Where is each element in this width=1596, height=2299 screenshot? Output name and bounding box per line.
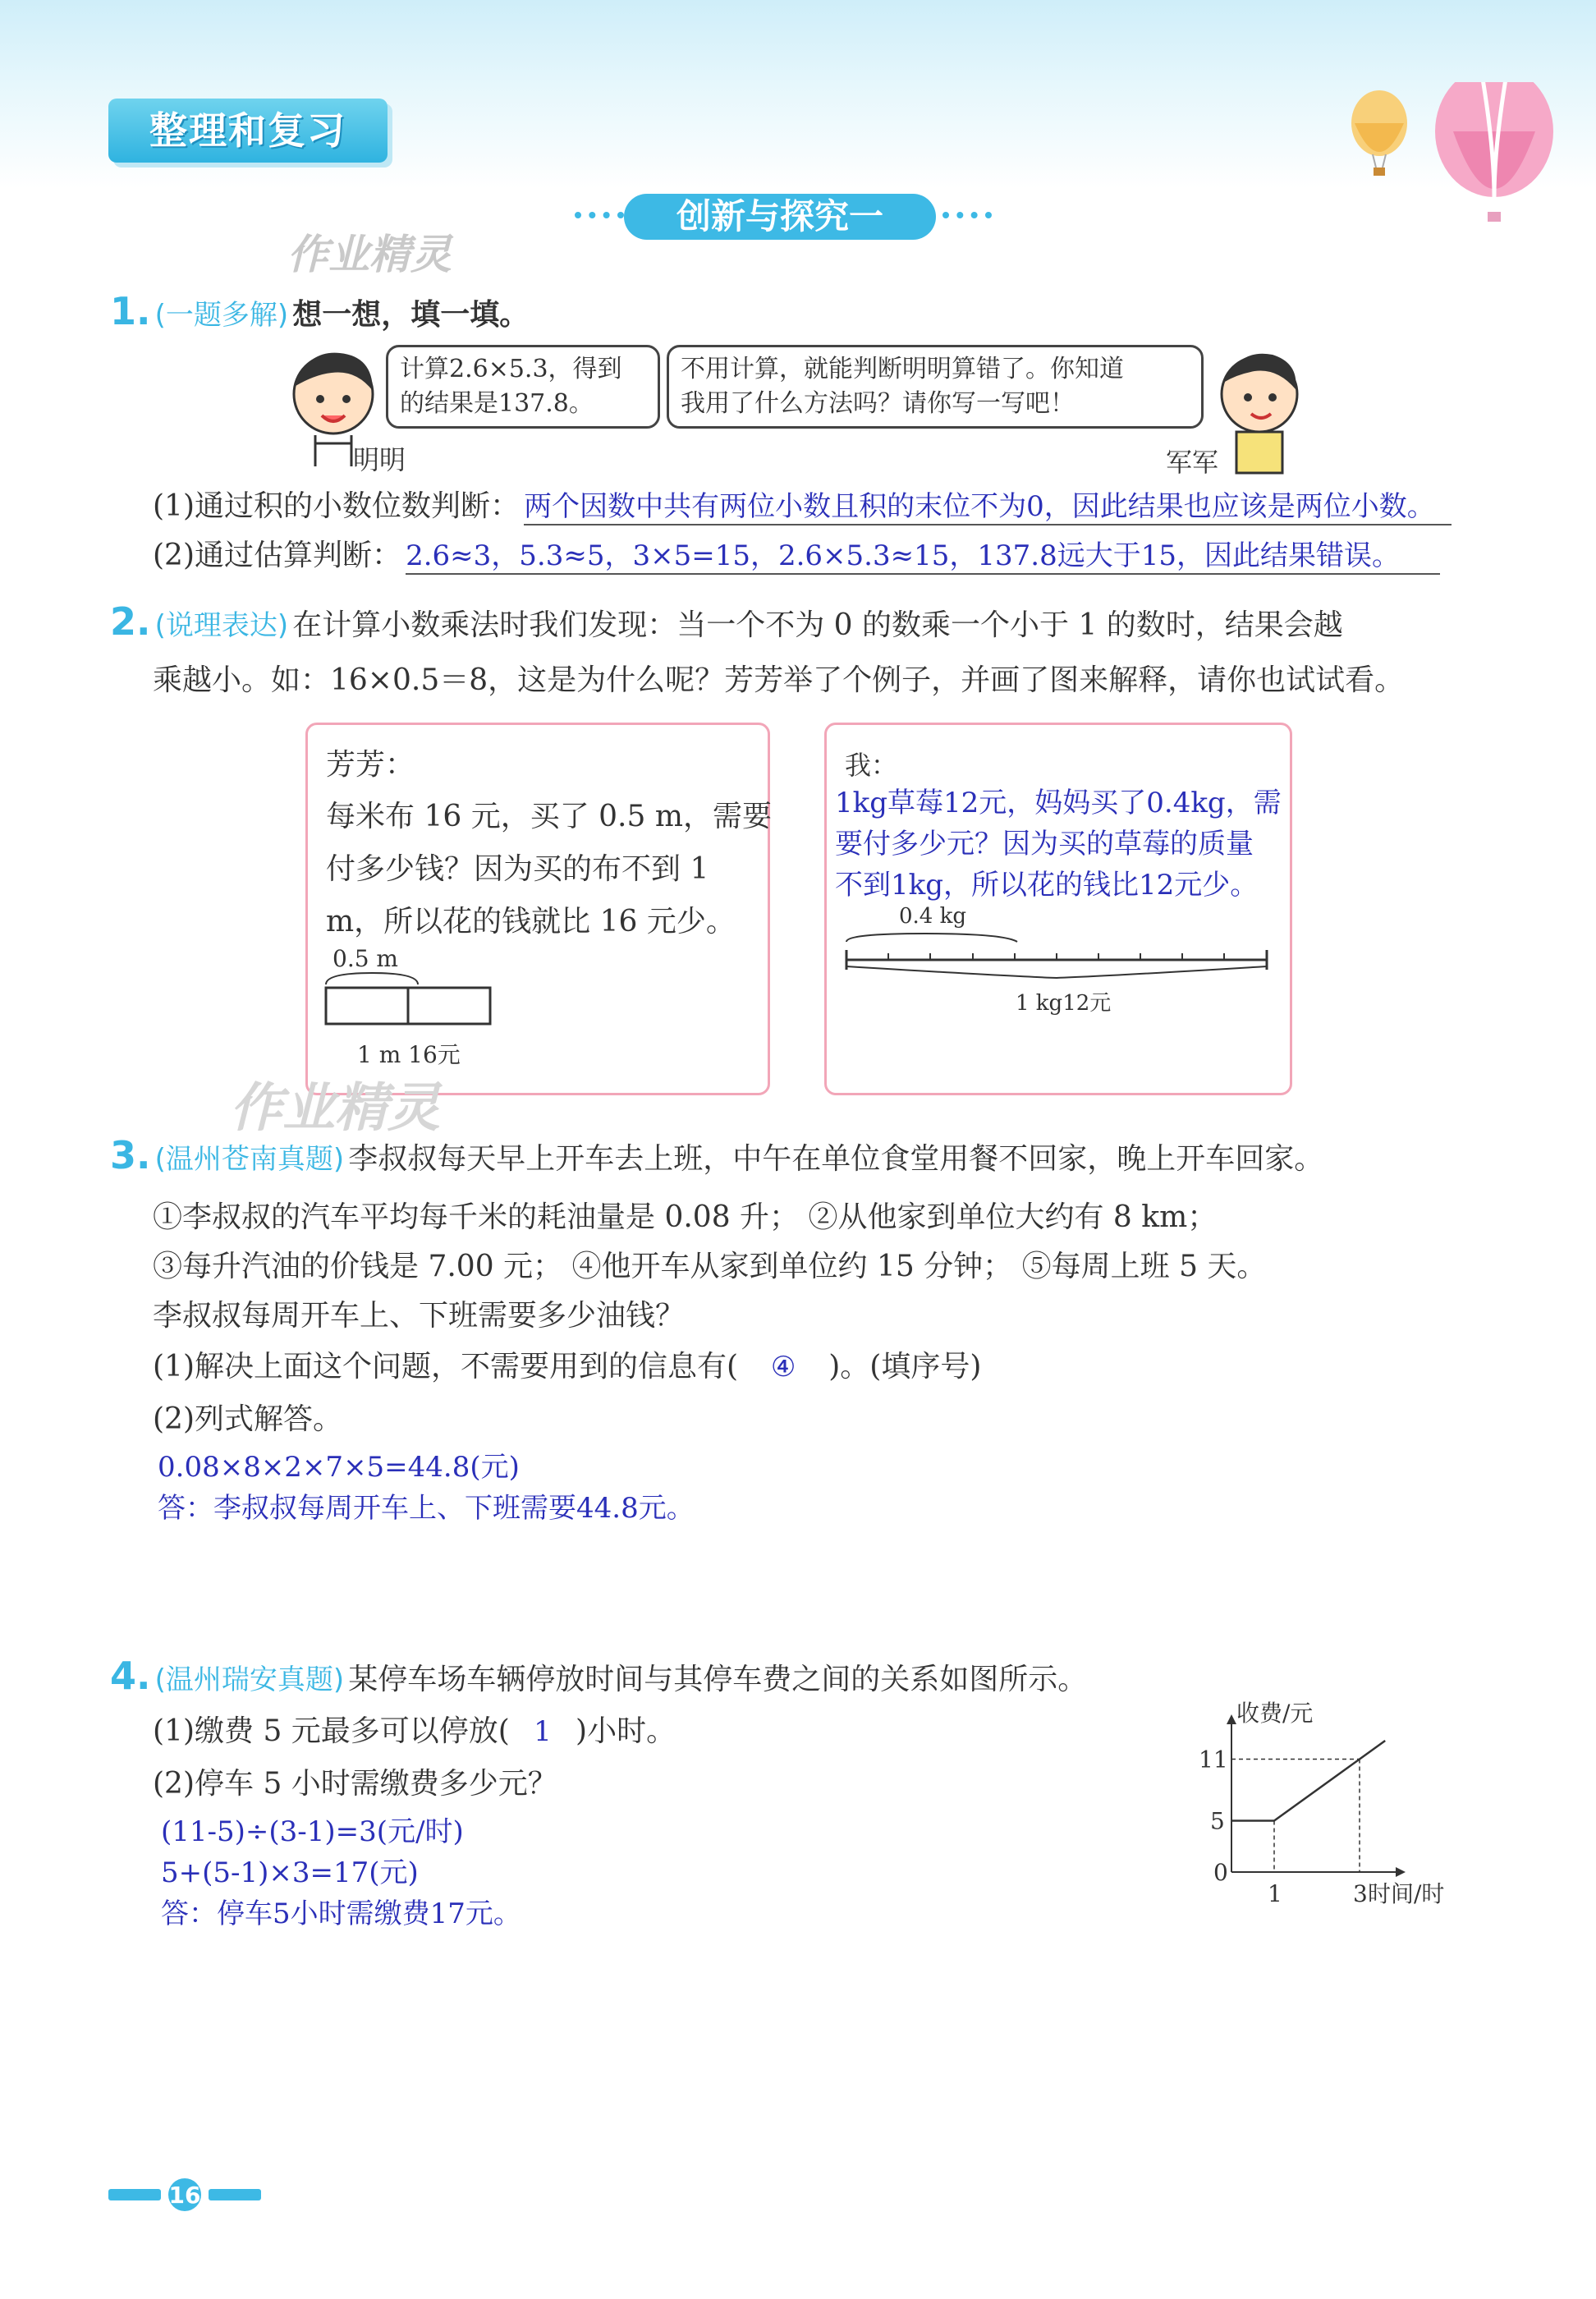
- q3-part1: [153, 1343, 981, 1385]
- q3-part1-before: (1)解决上面这个问题，不需要用到的信息有(: [153, 1350, 739, 1384]
- banner-dots-left: [575, 212, 624, 228]
- my-bottom-label: 1 kg12元: [1016, 991, 1112, 1016]
- y-tick-label: 11: [1199, 1746, 1228, 1774]
- q4-part1: [153, 1708, 676, 1750]
- fangfang-line: m，所以花的钱就比 16 元少。: [326, 905, 736, 938]
- parking-fee-chart: [1182, 1700, 1461, 1905]
- fangfang-title: 芳芳：: [326, 748, 415, 782]
- bubble-mingming: [386, 345, 660, 429]
- my-title: 我：: [845, 750, 898, 781]
- my-line: 1kg草莓12元，妈妈买了0.4kg，需: [835, 787, 1282, 819]
- bubble-line: 我用了什么方法吗？请你写一写吧！: [681, 389, 1075, 418]
- q3-question: 李叔叔每周开车上、下班需要多少油钱？: [153, 1299, 686, 1333]
- x-tick-label: 0: [1213, 1859, 1228, 1886]
- q4-text-line1: 某停车场车辆停放时间与其停车费之间的关系如图所示。: [348, 1663, 1088, 1696]
- chapter-banner: [575, 194, 985, 243]
- bubble-line: 不用计算，就能判断明明算错了。你知道: [681, 355, 1124, 383]
- q4-part1-before: (1)缴费 5 元最多可以停放(: [153, 1714, 510, 1748]
- q3-answer-line: 0.08×8×2×7×5=44.8(元): [158, 1451, 520, 1484]
- q1-part1: [153, 483, 1471, 525]
- q4-tag: (温州瑞安真题): [154, 1663, 345, 1696]
- my-line: 不到1kg，所以花的钱比12元少。: [835, 869, 1259, 902]
- q4-answer-line: 5+(5-1)×3=17(元): [161, 1856, 419, 1889]
- chapter-title: 创新与探究一: [624, 194, 936, 240]
- q1-prompt: 想一想，填一填。: [292, 298, 530, 332]
- q3-line1: [110, 1133, 1323, 1177]
- q4-answer-line: 答：停车5小时需缴费17元。: [161, 1897, 521, 1930]
- q4-number: 4.: [110, 1654, 151, 1698]
- q1-header: [110, 289, 529, 333]
- my-line-diagram: [843, 930, 1270, 980]
- q1-number: 1.: [110, 289, 151, 333]
- q1-part2: [153, 532, 1471, 575]
- q1-part1-answer: 两个因数中共有两位小数且积的末位不为0，因此结果也应该是两位小数。: [524, 484, 1452, 525]
- q3-tag: (温州苍南真题): [154, 1143, 345, 1176]
- section-title: 整理和复习: [149, 108, 346, 153]
- fangfang-line: 付多少钱？因为买的布不到 1: [326, 852, 709, 886]
- my-text: [835, 782, 1282, 906]
- y-axis-label: 收费/元: [1236, 1700, 1314, 1727]
- name-junjun: 军军: [1166, 447, 1219, 478]
- y-tick-label: 5: [1210, 1807, 1225, 1835]
- bubble-line: 计算2.6×5.3，得到: [400, 355, 622, 383]
- q1-part1-label: (1)通过积的小数位数判断：: [153, 489, 520, 523]
- q4-part1-after: )小时。: [576, 1714, 676, 1748]
- q3-info1: ①李叔叔的汽车平均每千米的耗油量是 0.08 升； ②从他家到单位大约有 8 km；: [153, 1200, 1218, 1234]
- q2-line1: [110, 599, 1343, 644]
- y-axis-arrow: [1227, 1714, 1236, 1724]
- page-number: 16: [168, 2182, 201, 2209]
- fangfang-top-label: 0.5 m: [332, 945, 398, 972]
- q1-tag: (一题多解): [154, 299, 289, 332]
- q4-answer: [161, 1811, 521, 1934]
- my-answer-box: [824, 723, 1292, 1095]
- x-tick-label: 1: [1268, 1880, 1282, 1905]
- q3-part1-answer: ④: [770, 1351, 796, 1384]
- q3-part2-label: (2)列式解答。: [153, 1402, 342, 1436]
- fangfang-text: [326, 791, 772, 948]
- watermark: 作业精灵: [287, 231, 452, 278]
- hot-air-balloon-icon: [1330, 82, 1576, 230]
- q3-part1-after: )。(填序号): [828, 1350, 982, 1384]
- q2-text-line2: 乘越小。如：16×0.5＝8，这是为什么呢？芳芳举了个例子，并画了图来解释，请你也试试看。: [153, 663, 1405, 697]
- fangfang-line: 每米布 16 元，买了 0.5 m，需要: [326, 800, 772, 833]
- q1-part2-label: (2)通过估算判断：: [153, 539, 401, 572]
- page-number-bar: [108, 2177, 261, 2212]
- name-mingming: 明明: [353, 444, 406, 475]
- fangfang-bar-diagram: [323, 968, 511, 1035]
- fangfang-box: [305, 723, 770, 1095]
- q3-info2: ③每升汽油的价钱是 7.00 元； ④他开车从家到单位约 15 分钟； ⑤每周上班 5 天。: [153, 1250, 1267, 1283]
- bubble-line: 的结果是137.8。: [400, 389, 594, 418]
- q4-part1-answer: 1: [534, 1715, 552, 1748]
- fangfang-bottom-label: 1 m 16元: [357, 1041, 461, 1068]
- x-axis-label: 时间/时: [1368, 1880, 1445, 1905]
- q3-number: 3.: [110, 1133, 151, 1177]
- banner-dots-right: [942, 212, 992, 228]
- q4-part2-label: (2)停车 5 小时需缴费多少元？: [153, 1767, 557, 1801]
- q1-part2-answer: 2.6≈3，5.3≈5，3×5=15，2.6×5.3≈15，137.8远大于15，因此结果错误。: [406, 533, 1440, 575]
- q2-tag: (说理表达): [154, 609, 289, 642]
- my-top-label: 0.4 kg: [899, 904, 967, 929]
- q2-number: 2.: [110, 599, 151, 644]
- q4-line1: [110, 1654, 1087, 1698]
- boy-junjun-icon: [1207, 345, 1314, 476]
- x-axis-arrow: [1396, 1867, 1406, 1877]
- q3-answer: [158, 1447, 695, 1529]
- q3-answer-line: 答：李叔叔每周开车上、下班需要44.8元。: [158, 1492, 695, 1525]
- x-tick-label: 3: [1353, 1880, 1368, 1905]
- section-tag: [108, 99, 388, 163]
- q3-text-line1: 李叔叔每天早上开车去上班，中午在单位食堂用餐不回家，晚上开车回家。: [348, 1142, 1324, 1176]
- my-line: 要付多少元？因为买的草莓的质量: [835, 828, 1254, 860]
- fee-series-line: [1231, 1741, 1385, 1821]
- watermark: 作业精灵: [230, 1078, 440, 1139]
- q4-answer-line: (11-5)÷(3-1)=3(元/时): [161, 1815, 464, 1848]
- q2-text-line1: 在计算小数乘法时我们发现：当一个不为 0 的数乘一个小于 1 的数时，结果会越: [292, 608, 1343, 642]
- bubble-junjun: [667, 345, 1204, 429]
